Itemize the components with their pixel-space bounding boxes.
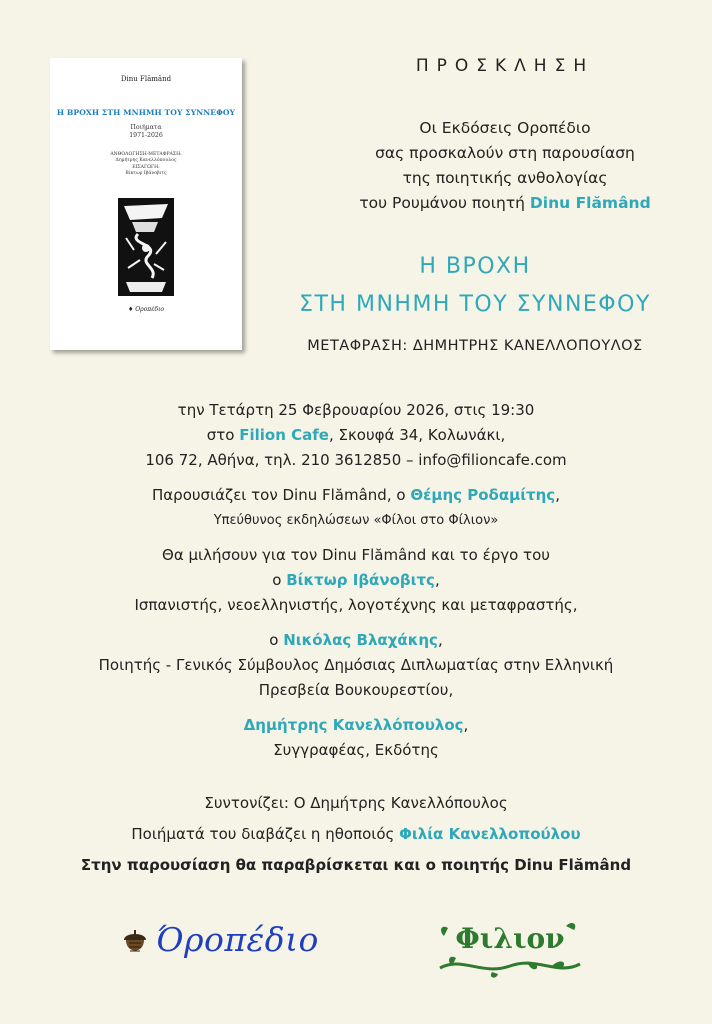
speaker-2: ο Νικόλας Βλαχάκης, bbox=[269, 631, 443, 649]
event-date: την Τετάρτη 25 Φεβρουαρίου 2026, στις 19:30 bbox=[177, 401, 535, 419]
speaker-3: Δημήτρης Κανελλόπουλος, bbox=[243, 716, 469, 734]
book-credits bbox=[50, 152, 242, 178]
speaker-name: Βίκτωρ Ιβάνοβιτς bbox=[286, 571, 435, 589]
speaker-1: ο Βίκτωρ Ιβάνοβιτς, bbox=[272, 571, 440, 589]
presenter-line: Παρουσιάζει τον Dinu Flămând, ο Θέμης Ροδαμίτης, bbox=[152, 486, 560, 504]
intro-line: Οι Εκδόσεις Οροπέδιο bbox=[419, 119, 591, 137]
intro-line: του Ρουμάνου ποιητή Dinu Flămând bbox=[359, 194, 651, 212]
filion-logo bbox=[432, 906, 588, 982]
acorn-icon bbox=[120, 926, 150, 962]
venue-name: Filion Cafe bbox=[239, 426, 329, 444]
book-subtitle: Ποιήματα bbox=[130, 124, 162, 131]
oropedio-logo bbox=[116, 918, 319, 968]
intro-text bbox=[300, 116, 710, 216]
book-credit-name: Δημήτρης Κανελλόπουλος bbox=[115, 158, 177, 164]
book-subtitle-block bbox=[50, 124, 242, 140]
speakers-intro: Θα μιλήσουν για τον Dinu Flămând και το έργο του bbox=[162, 546, 550, 564]
speaker-2-role: Πρεσβεία Βουκουρεστίου, bbox=[258, 681, 454, 699]
book-credit-name: Βίκτωρ Ιβάνοβιτς bbox=[125, 171, 167, 177]
speaker-name: Νικόλας Βλαχάκης bbox=[283, 631, 438, 649]
book-years: 1971-2026 bbox=[129, 132, 163, 139]
book-credit-label: ΑΝΘΟΛΟΓΗΣΗ-ΜΕΤΑΦΡΑΣΗ: bbox=[110, 152, 182, 157]
reader-line: Ποιήματά του διαβάζει η ηθοποιός Φιλία Κανελλοπούλου bbox=[131, 825, 581, 843]
speaker-3-role: Συγγραφέας, Εκδότης bbox=[273, 741, 439, 759]
book-cover bbox=[50, 58, 242, 350]
final-note: Στην παρουσίαση θα παραβρίσκεται και ο ποιητής Dinu Flămând bbox=[80, 856, 632, 874]
book-title: Η ΒΡΟΧΗ ΣΤΗ ΜΝΗΜΗ ΤΟΥ ΣΥΝΝΕΦΟΥ bbox=[56, 108, 236, 117]
intro-line: σας προσκαλούν στη παρουσίαση bbox=[375, 144, 635, 162]
speaker-1-role: Ισπανιστής, νεοελληνιστής, λογοτέχνης και μεταφραστής, bbox=[134, 596, 578, 614]
acorn-icon: ♦ bbox=[127, 306, 134, 313]
invitation-heading: ΠΡΟΣΚΛΗΣΗ bbox=[415, 56, 595, 76]
moderator-line: Συντονίζει: Ο Δημήτρης Κανελλόπουλος bbox=[204, 794, 508, 812]
book-credit-label: ΕΙΣΑΓΩΓΗ: bbox=[132, 164, 160, 170]
reader-name: Φιλία Κανελλοπούλου bbox=[399, 825, 581, 843]
speaker-2-role: Ποιητής - Γενικός Σύμβουλος Δημόσιας Διπλωματίας στην Ελληνική bbox=[98, 656, 614, 674]
oropedio-wordmark: Όροπέδιο bbox=[156, 920, 319, 959]
poet-name: Dinu Flămând bbox=[529, 194, 651, 212]
intro-line: της ποιητικής ανθολογίας bbox=[402, 169, 608, 187]
woodcut-illustration bbox=[118, 198, 174, 296]
anthology-title-line1: Η ΒΡΟΧΗ bbox=[419, 254, 531, 279]
filion-wordmark: Φιλιον bbox=[455, 922, 565, 955]
anthology-title-line2: ΣΤΗ ΜΝΗΜΗ ΤΟΥ ΣΥΝΝΕΦΟΥ bbox=[299, 292, 651, 317]
translation-credit: ΜΕΤΑΦΡΑΣΗ: ΔΗΜΗΤΡΗΣ ΚΑΝΕΛΛΟΠΟΥΛΟΣ bbox=[307, 338, 643, 354]
speaker-name: Δημήτρης Κανελλόπουλος bbox=[243, 716, 464, 734]
event-address: 106 72, Αθήνα, τηλ. 210 3612850 – info@filioncafe.com bbox=[145, 451, 567, 469]
book-publisher: ♦ Οροπέδιο bbox=[127, 306, 165, 313]
book-author: Dinu Flămând bbox=[120, 75, 172, 83]
presenter-name: Θέμης Ροδαμίτης bbox=[410, 486, 556, 504]
event-details bbox=[0, 398, 712, 878]
presenter-role: Υπεύθυνος εκδηλώσεων «Φίλοι στο Φίλιον» bbox=[213, 513, 499, 528]
anthology-title bbox=[240, 248, 710, 324]
event-venue: στο Filion Cafe, Σκουφά 34, Κολωνάκι, bbox=[206, 426, 506, 444]
